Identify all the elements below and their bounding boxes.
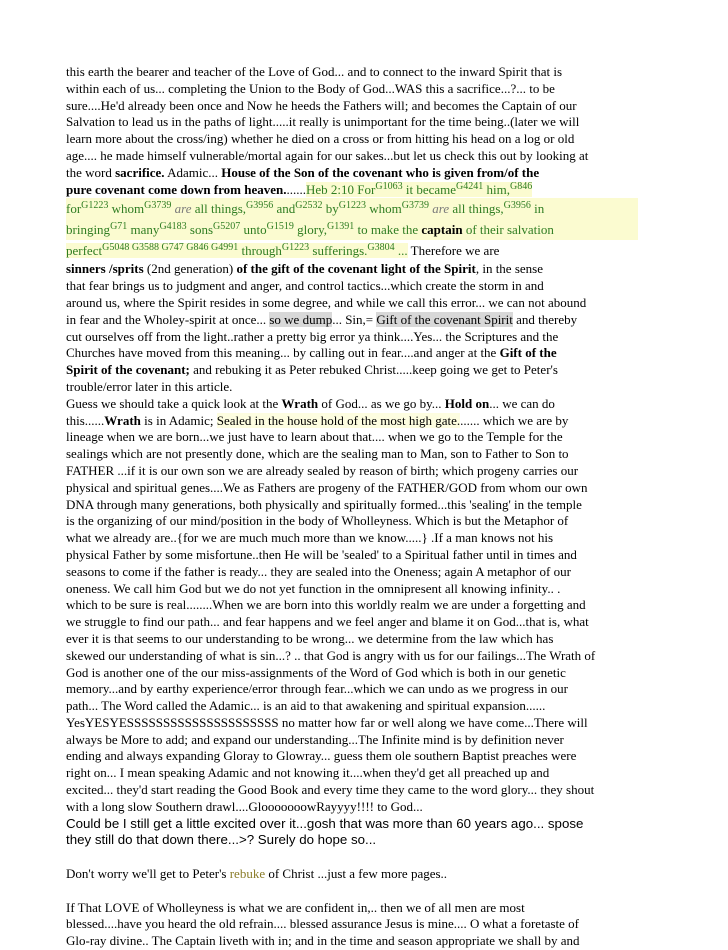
text-run: , in the sense <box>475 261 543 277</box>
strongs-number: G846 <box>509 180 533 192</box>
text-run: ...... <box>286 181 307 197</box>
text-line: within each of us... completing the Union to the Body of God...WAS this a sacrifice...?... to be <box>66 80 555 96</box>
verse-word: unto <box>240 222 267 238</box>
bold-word-captain: captain <box>421 222 463 238</box>
text-line: with a long slow Southern drawl....GlooooooowRayyyy!!!! to God... <box>66 798 423 814</box>
bold-word-wrath: Wrath <box>104 412 141 428</box>
strongs-number: G2532 <box>295 200 323 212</box>
bold-phrase-hold-on: Hold on <box>444 395 490 411</box>
text-line: Salvation to lead us in the paths of light.....it really is unimportant for the time being..(later we will <box>66 114 580 130</box>
italic-word: are <box>429 201 450 217</box>
scripture-reference: Heb 2:10 <box>306 181 355 197</box>
verse-text <box>354 182 532 197</box>
text-line: DNA through many generations, both physically and spiritually formed...this 'sealing' in the temple <box>66 496 582 512</box>
text-run: Don't worry we'll get to Peter's <box>66 866 230 882</box>
strongs-number: G1519 <box>266 221 294 233</box>
strongs-number: G1391 <box>327 221 355 233</box>
text-line: this earth the bearer and teacher of the Love of God... and to connect to the inward Spirit that is <box>66 64 562 79</box>
text-line <box>66 413 638 430</box>
text-line <box>66 182 638 199</box>
text-line: ending and always expanding Gloray to Glowray... guess them ole southern Baptist preaches were <box>66 748 577 764</box>
text-run: this...... <box>66 412 105 428</box>
text-run: ... Sin,= <box>332 311 377 327</box>
verse-word: perfect <box>66 243 103 259</box>
verse-line <box>66 240 638 261</box>
text-run: Adamic... <box>164 164 222 180</box>
verse-word: glory, <box>293 222 327 238</box>
text-line: FATHER ...if it is our own son we are already sealed by reason of birth; which progeny carries our <box>66 462 579 478</box>
verse-word: ... <box>394 243 408 259</box>
verse-word: all things, <box>191 201 247 217</box>
text-line: sealings which are not presently done, which are the sealing man to Man, son to Father to Son to <box>66 446 569 462</box>
text-line: God is another one of the our miss-assignments of the Word of God which is both in our genetic <box>66 664 566 680</box>
strongs-number: G3739 <box>401 200 429 212</box>
strongs-number: G1063 <box>375 180 403 192</box>
strongs-number: G3956 <box>246 200 274 212</box>
sans-text-line: Could be I still get a little excited over it...gosh that was more than 60 years ago... spose <box>66 815 584 831</box>
verse-word: it became <box>402 181 457 197</box>
text-line: right on... I mean speaking Adamic and not knowing it....when they'd get all preached up and <box>66 765 550 781</box>
text-run: Churches have moved from this meaning... by calling out in fear....and anger at the <box>66 345 500 361</box>
verse-word: in <box>530 201 545 217</box>
text-line: what we already are..{for we are much much more than we know.....} .If a man knows not his <box>66 530 554 546</box>
text-run: the word <box>66 164 116 180</box>
rebuke-word: rebuke <box>229 866 266 882</box>
text-line: lineage when we are born...we just have to learn about that.... when we go to the Temple for the <box>66 429 563 445</box>
text-line: oneness. We call him God but we do not yet function in the omnipresent all knowing infinity.. . <box>66 580 561 596</box>
paragraph-spacer <box>66 883 638 900</box>
bold-phrase: sinners /sprits <box>66 261 144 277</box>
paragraph-spacer <box>66 849 638 866</box>
strongs-number: G5048 G3588 G747 G846 G4991 <box>102 242 239 254</box>
text-run: ...... which we are by <box>460 412 569 428</box>
text-line: ever it is that seems to our understanding to be wrong... we determine from the law which has <box>66 630 554 646</box>
text-run: ... we can do <box>489 395 555 411</box>
italic-word: are <box>171 201 192 217</box>
text-line: physical Father by some misfortune..then He will be 'sealed' to a Spiritual father until in times and <box>66 546 577 562</box>
text-line: that fear brings us to judgment and anger, and control tactics...which create the storm in and <box>66 278 544 294</box>
strongs-number: G71 <box>110 221 128 233</box>
text-line: memory...and by earthy experience/error through fear...which we can undo as we progress in our <box>66 681 569 697</box>
verse-word: For <box>354 181 376 197</box>
text-line <box>66 866 638 883</box>
text-line: skewed our understanding of what is sin...? .. that God is angry with us for our failings...The Wrath of <box>66 647 596 663</box>
verse-word: all things, <box>449 201 504 217</box>
text-line: which to be sure is real........When we are born into this worldly realm we are under a forgetting and <box>66 597 586 613</box>
verse-word: sons <box>186 222 214 238</box>
verse-word: sufferings. <box>309 243 368 259</box>
text-line: around us, where the Spirit resides in some degree, and while we call this error... we can not abound <box>66 294 587 310</box>
strongs-number: G5207 <box>213 221 241 233</box>
verse-word: whom <box>108 201 145 217</box>
text-line: cut ourselves off from the light..rather a pretty big error ya think....Yes... the Scriptures and the <box>66 328 559 344</box>
strongs-number: G3739 <box>144 200 172 212</box>
text-run: (2nd generation) <box>143 261 237 277</box>
highlighted-phrase: so we dump <box>269 311 333 327</box>
document-page <box>66 64 638 950</box>
text-run: of Christ ...just a few more pages.. <box>265 866 448 882</box>
highlighted-phrase: Gift of the covenant Spirit <box>376 311 513 327</box>
verse-word: to make the <box>354 222 422 238</box>
text-line <box>66 261 638 278</box>
bold-term-sacrifice: sacrifice. <box>115 164 165 180</box>
bold-phrase: Spirit of the covenant; <box>66 362 190 378</box>
text-line: physical and spiritual genes....We as Fathers are progeny of the FATHER/GOD from whom our own <box>66 479 588 495</box>
bold-heading-covenant: pure covenant come down from heaven. <box>66 181 287 197</box>
text-line: trouble/error later in this article. <box>66 378 233 394</box>
verse-word: by <box>322 201 339 217</box>
text-line: age.... he made himself vulnerable/mortal again for our sakes...but let us check this out by looking at <box>66 147 589 163</box>
strongs-number: G3956 <box>503 200 531 212</box>
verse-word: for <box>66 201 82 217</box>
bold-phrase: of the gift of the covenant light of the Spirit <box>236 261 476 277</box>
text-run: Therefore we are <box>407 243 500 259</box>
strongs-number: G3804 <box>367 242 395 254</box>
verse-word: whom <box>366 201 402 217</box>
bold-phrase: Gift of the <box>499 345 557 361</box>
verse-word: him, <box>483 181 510 197</box>
verse-text <box>66 243 408 258</box>
verse-word: through <box>238 243 282 259</box>
verse-word: and <box>273 201 296 217</box>
strongs-number: G1223 <box>81 200 109 212</box>
text-line <box>66 396 638 413</box>
text-line <box>66 312 638 329</box>
text-run: in fear and the Wholey-spirit at once... <box>66 311 270 327</box>
verse-word: of their salvation <box>462 222 554 238</box>
text-line: learn more about the cross/ing) whether he died on a cross or from hitting his head on a log or old <box>66 131 575 147</box>
text-line <box>66 345 638 362</box>
text-line: sure....He'd already been once and Now he heeds the Fathers will; and becomes the Captain of our <box>66 97 577 113</box>
strongs-number: G1223 <box>281 242 310 254</box>
text-line: Glo-ray divine.. The Captain liveth with in; and in the time and season appropriate we shall by and <box>66 933 580 949</box>
text-line <box>66 362 638 379</box>
text-line: is the organizing of our mind/position in the body of Wholleyness. Which is but the Metaphor of <box>66 513 569 529</box>
text-line: always be More to add; and expand our understanding...The Infinite mind is by definition never <box>66 731 564 747</box>
verse-word: many <box>127 222 160 238</box>
paragraph-sacrifice <box>66 64 638 950</box>
text-line: YesYESYESSSSSSSSSSSSSSSSSSSSS no matter how far or well along we have come...There will <box>66 714 588 730</box>
text-run: and thereby <box>512 311 578 327</box>
text-line: path... The Word called the Adamic... is an aid to that awakening and spiritual expansion...... <box>66 698 546 714</box>
text-line <box>66 165 638 182</box>
verse-line <box>66 198 638 219</box>
bold-heading-house: House of the Son of the covenant who is given from/of the <box>221 164 540 180</box>
text-run: and rebuking it as Peter rebuked Christ.....keep going we get to Peter's <box>189 362 558 378</box>
sans-text-line: they still do that down there...>? Surely do hope so... <box>66 832 377 848</box>
text-run: Guess we should take a quick look at the <box>66 395 282 411</box>
verse-line <box>66 219 638 240</box>
highlighted-phrase: Sealed in the house hold of the most high gate. <box>216 412 461 428</box>
text-line: excited... they'd start reading the Good Book and every time they came to the word glory... they shout <box>66 782 595 798</box>
bold-word-wrath: Wrath <box>281 395 319 411</box>
text-line: If That LOVE of Wholleyness is what we are confident in,.. then we of all men are most <box>66 899 525 915</box>
verse-word: bringing <box>66 222 111 238</box>
strongs-number: G4241 <box>456 180 484 192</box>
strongs-number: G1223 <box>338 200 367 212</box>
text-run: of God... as we go by... <box>318 395 445 411</box>
text-line: blessed....have you heard the old refrain.... blessed assurance Jesus is mine.... O what a foretaste of <box>66 916 579 932</box>
text-line: seasons to come if the father is ready... they are sealed into the Oneness; again A metaphor of our <box>66 563 571 579</box>
text-run: is in Adamic; <box>140 412 217 428</box>
text-line: we struggle to find our path... and fear happens and we feel anger and blame it on God...that is, what <box>66 614 589 630</box>
strongs-number: G4183 <box>159 221 187 233</box>
